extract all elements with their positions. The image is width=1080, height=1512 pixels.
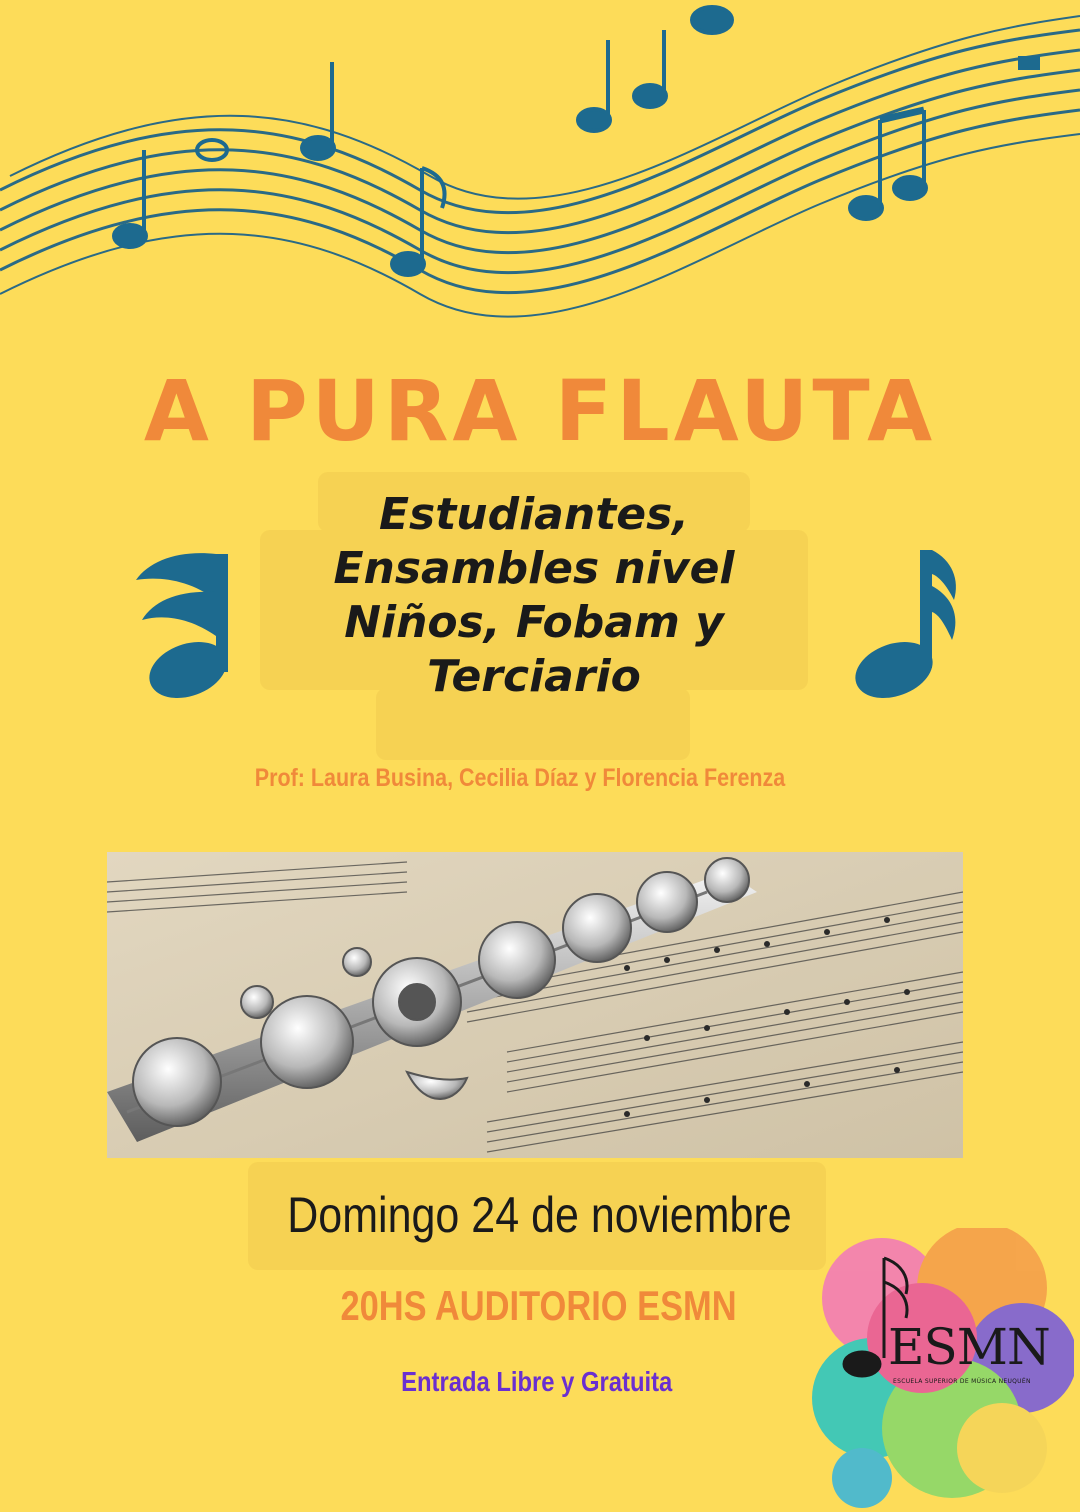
subtitle-block <box>260 470 808 760</box>
flute-photo <box>107 852 963 1158</box>
subtitle-line: Ensambles nivel <box>333 543 735 594</box>
subtitle-line: Niños, Fobam y <box>344 597 724 648</box>
event-date: Domingo 24 de noviembre <box>287 1187 792 1243</box>
esmn-logo-fullname: ESCUELA SUPERIOR DE MÚSICA NEUQUÉN <box>893 1378 1031 1385</box>
professors: Prof: Laura Busina, Cecilia Díaz y Florencia Ferenza <box>254 764 786 792</box>
subtitle <box>260 488 808 704</box>
entry-note: Entrada Libre y Gratuita <box>401 1366 673 1397</box>
music-staff-banner <box>0 0 1080 320</box>
eighth-note-icon <box>120 540 240 710</box>
subtitle-line: Terciario <box>427 651 641 702</box>
esmn-logo-name: ESMN <box>888 1318 1050 1376</box>
event-title: A PURA FLAUTA <box>143 362 937 460</box>
eighth-note-icon <box>842 540 962 710</box>
flute-photo-illustration <box>107 852 963 1158</box>
event-time-place: 20HS AUDITORIO ESMN <box>340 1282 737 1329</box>
subtitle-line: Estudiantes, <box>379 489 689 540</box>
